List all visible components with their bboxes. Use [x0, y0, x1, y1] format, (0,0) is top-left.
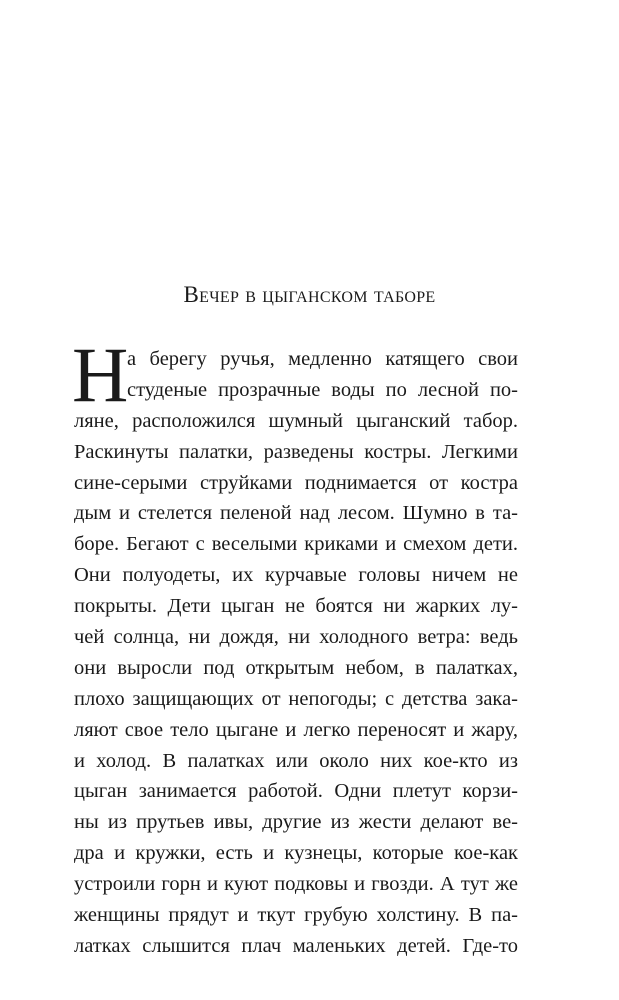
body-text: [72, 331, 518, 962]
text-line: Раскинуты палатки, разведены костры. Легкими: [74, 440, 518, 463]
text-line: сине-серыми струйками поднимается от костра: [74, 471, 518, 494]
text-line: ляют свое тело цыгане и легко переносят и жару,: [74, 718, 518, 741]
text-line: плохо защищающих от непогоды; с детства зака-: [74, 687, 518, 710]
text-line: Они полуодеты, их курчавые головы ничем не: [74, 564, 518, 587]
text-line: студеные прозрачные воды по лесной по-: [127, 378, 518, 401]
text-line: боре. Бегают с веселыми криками и смехом дети.: [74, 533, 518, 556]
text-line: покрыты. Дети цыган не боятся ни жарких лу-: [74, 595, 518, 618]
text-line: устроили горн и куют подковы и гвозди. А тут же: [74, 873, 518, 896]
text-line: а берегу ручья, медленно катящего свои: [127, 348, 518, 370]
text-line: и холод. В палатках или около них кое-кто из: [74, 749, 518, 772]
text-line: чей солнца, ни дождя, ни холодного ветра: ведь: [74, 626, 518, 649]
drop-cap-letter: Н: [72, 331, 129, 418]
text-line: цыган занимается работой. Одни плетут корзи-: [74, 780, 518, 803]
text-line: дра и кружки, есть и кузнецы, которые кое-как: [74, 842, 518, 865]
text-line: латках слышится плач маленьких детей. Где-то: [74, 934, 518, 957]
text-line: они выросли под открытым небом, в палатках,: [74, 656, 518, 679]
text-line: ны из прутьев ивы, другие из жести делают ве-: [74, 811, 518, 834]
text-line: дым и стелется пеленой над лесом. Шумно в та-: [74, 502, 518, 525]
text-line: ляне, расположился шумный цыганский табор.: [74, 409, 518, 432]
text-line: женщины прядут и ткут грубую холстину. В па-: [74, 904, 518, 927]
chapter-title: Вечер в цыганском таборе: [183, 282, 436, 307]
